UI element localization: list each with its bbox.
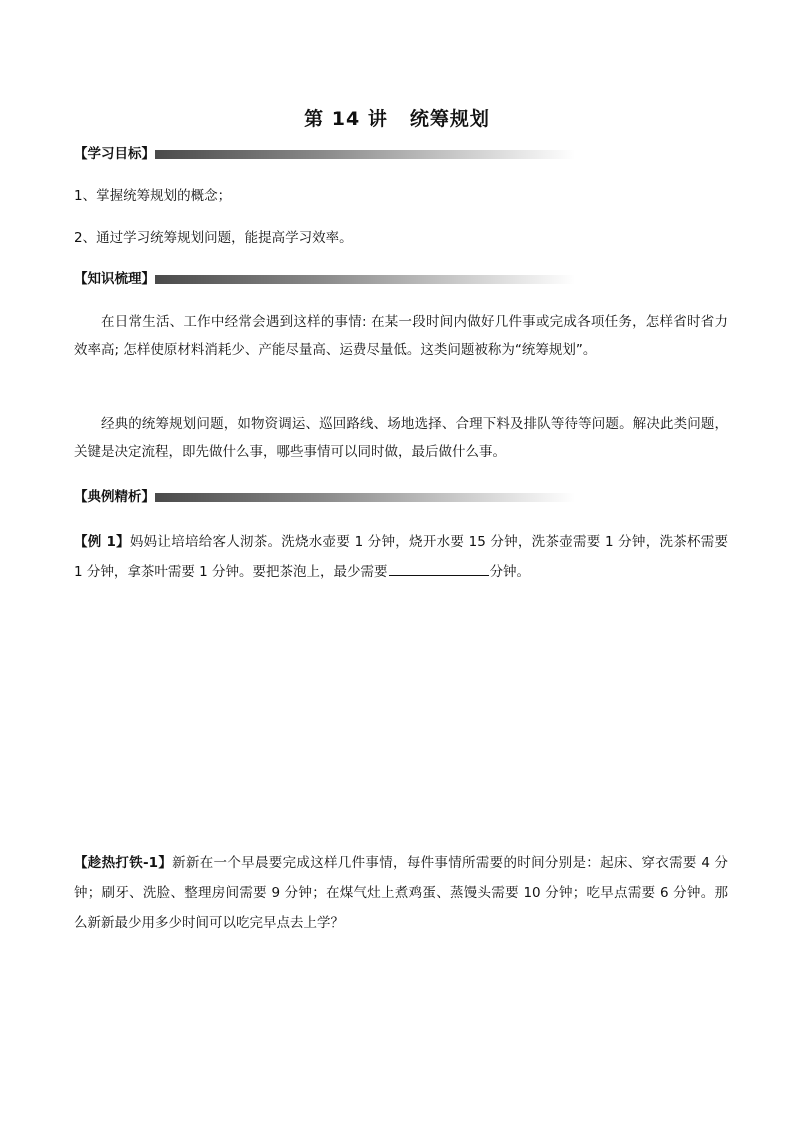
section-examples-heading [74, 488, 575, 506]
example-1-tag: 【例 1】 [74, 534, 130, 550]
example-1-text: 妈妈让培培给客人沏茶。洗烧水壶要 1 分钟，烧开水要 15 分钟，洗茶壶需要 1 分钟，洗茶杯需要 1 分钟，拿茶叶需要 1 分钟。要把茶泡上，最少需要 [74, 534, 729, 580]
practice-1-text: 新新在一个早晨要完成这样几件事情，每件事情所需要的时间分别是：起床、穿衣需要 4 分钟；刷牙、洗脸、整理房间需要 9 分钟；在煤气灶上煮鸡蛋、蒸馒头需要 10 分钟；吃早点需要 6 分钟。那么新新最少用多少时间可以吃完早点去上学？ [74, 855, 729, 931]
knowledge-paragraph-2: 经典的统筹规划问题，如物资调运、巡回路线、场地选择、合理下料及排队等待等问题。解决此类问题，关键是决定流程，即先做什么事，哪些事情可以同时做，最后做什么事。 [74, 416, 728, 460]
page-title [0, 104, 794, 131]
section-goals-label: 【学习目标】 [74, 146, 155, 162]
section-examples-label: 【典例精析】 [74, 489, 155, 505]
example-1 [74, 527, 728, 587]
practice-1 [74, 848, 728, 938]
goal-item-1: 1、掌握统筹规划的概念； [74, 188, 232, 204]
knowledge-paragraph-1: 在日常生活、工作中经常会遇到这样的事情: 在某一段时间内做好几件事或完成各项任务，怎样省时省力效率高; 怎样使原材料消耗少、产能尽量高、运费尽量低。这类问题被称为“统筹规划”。 [74, 314, 728, 358]
heading-gradient-bar [155, 150, 575, 159]
practice-1-tag: 【趁热打铁-1】 [74, 855, 173, 871]
section-knowledge-label: 【知识梳理】 [74, 271, 155, 287]
answer-blank[interactable] [389, 561, 489, 576]
section-knowledge-heading [74, 270, 575, 288]
lecture-topic: 统筹规划 [409, 108, 490, 130]
lecture-number: 第 14 讲 [304, 108, 388, 130]
example-1-suffix: 分钟。 [489, 564, 531, 580]
heading-gradient-bar [155, 493, 575, 502]
goal-item-2: 2、通过学习统筹规划问题，能提高学习效率。 [74, 230, 353, 246]
heading-gradient-bar [155, 275, 575, 284]
section-goals-heading [74, 145, 575, 163]
